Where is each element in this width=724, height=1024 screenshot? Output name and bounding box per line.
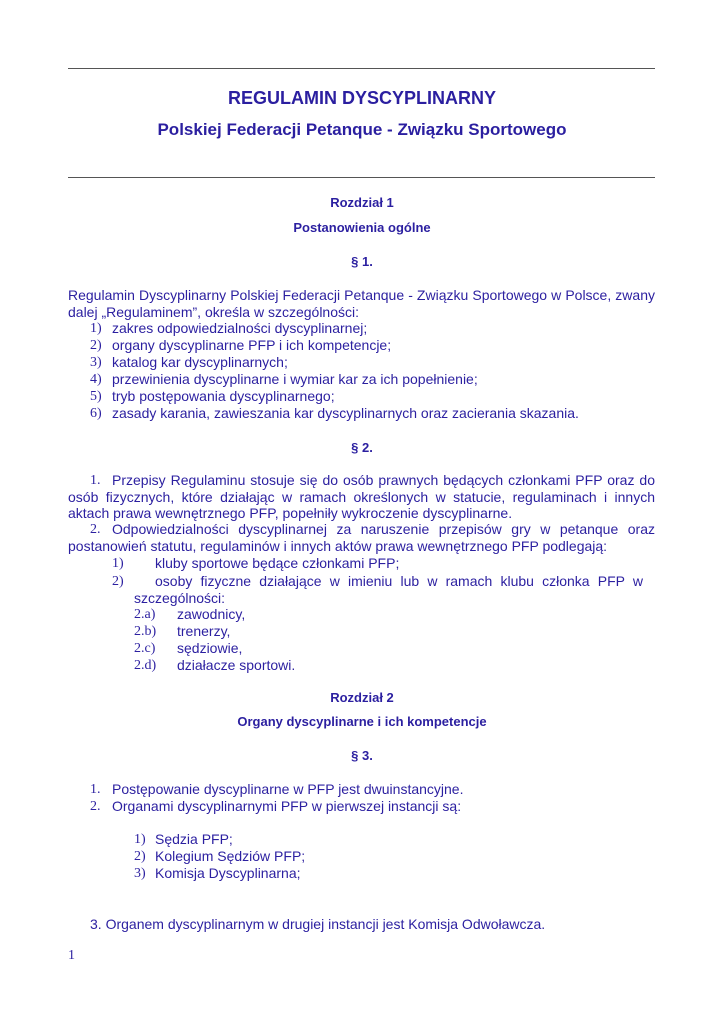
list-item: Postępowanie dyscyplinarne w PFP jest dwuinstancyjne. [112,781,464,797]
paragraph-text: Odpowiedzialności dyscyplinarnej za naruszenie przepisów gry w petanque oraz postanowień statutu, regulaminów i innych aktów prawa wewnętrznego PFP podlegają: [68,521,655,554]
list-item: osoby fizyczne działające w imieniu lub w ramach klubu członka PFP w [155,573,643,589]
list-item: Kolegium Sędziów PFP; [155,848,306,864]
section3-item3: 3. Organem dyscyplinarnym w drugiej instancji jest Komisja Odwoławcza. [90,916,546,932]
chapter2-label: Rozdział 2 [330,690,394,705]
document-subtitle: Polskiej Federacji Petanque - Związku Sportowego [157,120,567,139]
list-item-continuation: szczególności: [134,590,226,606]
header-bottom-rule [68,177,655,178]
list-item: zasady karania, zawieszania kar dyscyplinarnych oraz zacierania skazania. [112,405,579,421]
list-item: katalog kar dyscyplinarnych; [112,354,288,370]
list-number: 2.c) [134,641,156,656]
list-number: 3) [90,355,102,370]
section1-heading: § 1. [351,254,373,269]
list-number: 1) [90,321,102,336]
list-item: zawodnicy, [177,606,246,622]
list-number: 2.a) [134,607,156,622]
paragraph-number: 1. [90,473,101,488]
list-item: Sędzia PFP; [155,831,233,847]
list-number: 5) [90,389,102,404]
section2-heading: § 2. [351,440,373,455]
paragraph-text: Przepisy Regulaminu stosuje się do osób prawnych będących członkami PFP oraz do osób fizycznych, które działając w ramach określonych w statucie, regulaminach i innych aktach prawa wewnętrznego PFP, popełniły wykroczenie dyscyplinarne. [68,472,655,521]
list-item: organy dyscyplinarne PFP i ich kompetencje; [112,337,392,353]
list-number: 1. [90,782,101,797]
list-number: 6) [90,406,102,421]
list-number: 4) [90,372,102,387]
list-number: 2. [90,799,101,814]
list-item: Komisja Dyscyplinarna; [155,865,301,881]
top-rule [68,68,655,69]
list-item: trenerzy, [177,623,231,639]
list-number: 2) [112,574,124,589]
section1-intro: Regulamin Dyscyplinarny Polskiej Federacji Petanque - Związku Sportowego w Polsce, zwany dalej „Regulaminem”, określa w szczególności: [68,287,655,320]
paragraph-number: 2. [90,522,101,537]
list-item: kluby sportowe będące członkami PFP; [155,555,400,571]
list-item: przewinienia dyscyplinarne i wymiar kar za ich popełnienie; [112,371,478,387]
list-number: 3) [134,866,146,881]
list-number: 1) [134,832,146,847]
document-title: REGULAMIN DYSCYPLINARNY [227,88,496,108]
list-number: 2) [134,849,146,864]
list-number: 1) [112,556,124,571]
chapter1-label: Rozdział 1 [330,195,394,210]
list-item: Organami dyscyplinarnymi PFP w pierwszej instancji są: [112,798,462,814]
section3-heading: § 3. [351,748,373,763]
list-item: zakres odpowiedzialności dyscyplinarnej; [112,320,368,336]
list-number: 2.b) [134,624,157,639]
list-item: sędziowie, [177,640,243,656]
list-number: 2.d) [134,658,157,673]
page-number: 1 [68,948,75,963]
list-item: działacze sportowi. [177,657,296,673]
list-item: tryb postępowania dyscyplinarnego; [112,388,335,404]
chapter2-name: Organy dyscyplinarne i ich kompetencje [237,714,487,729]
chapter1-name: Postanowienia ogólne [293,220,431,235]
list-number: 2) [90,338,102,353]
